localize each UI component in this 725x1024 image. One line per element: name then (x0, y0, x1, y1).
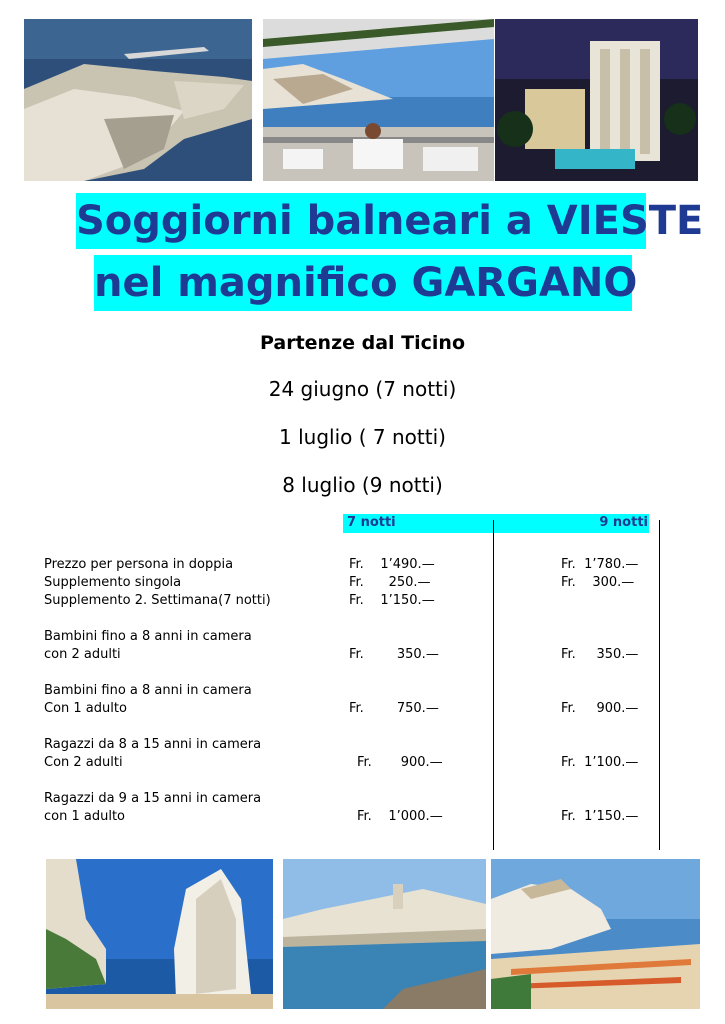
sea-stack-rock-photo (46, 859, 273, 1009)
column-divider-right (659, 520, 660, 850)
price-7: Fr. 1’000.— (357, 809, 443, 824)
row-label: Ragazzi da 8 a 15 anni in camera (44, 737, 262, 752)
row-label: Con 2 adulti (44, 755, 123, 770)
row-label: Supplemento 2. Settimana(7 notti) (44, 593, 271, 608)
price-9: Fr. 1’780.— (561, 557, 639, 572)
row-label: con 1 adulto (44, 809, 125, 824)
column-header-9-nights: 9 notti (599, 515, 648, 530)
departure-date-1: 24 giugno (7 notti) (268, 377, 457, 401)
price-9: Fr. 300.— (561, 575, 635, 590)
price-9: Fr. 1’150.— (561, 809, 639, 824)
aerial-town-photo (24, 19, 252, 181)
price-7: Fr. 1’150.— (349, 593, 435, 608)
price-7: Fr. 750.— (349, 701, 439, 716)
departure-date-2: 1 luglio ( 7 notti) (279, 425, 446, 449)
row-label: Ragazzi da 9 a 15 anni in camera (44, 791, 262, 806)
price-9: Fr. 350.— (561, 647, 639, 662)
row-label: Con 1 adulto (44, 701, 127, 716)
title-line-1: Soggiorni balneari a VIESTE (76, 193, 646, 249)
row-label: con 2 adulti (44, 647, 121, 662)
beach-cliff-photo (491, 859, 700, 1009)
departures-heading: Partenze dal Ticino (259, 332, 466, 354)
row-label: Bambini fino a 8 anni in camera (44, 629, 252, 644)
town-harbor-photo (283, 859, 486, 1009)
row-label: Prezzo per persona in doppia (44, 557, 234, 572)
row-label: Bambini fino a 8 anni in camera (44, 683, 252, 698)
title-line-2: nel magnifico GARGANO (94, 255, 632, 311)
price-7: Fr. 900.— (357, 755, 443, 770)
price-7: Fr. 1’490.— (349, 557, 435, 572)
terrace-sea-view-photo (263, 19, 494, 181)
price-7: Fr. 250.— (349, 575, 431, 590)
departure-date-3: 8 luglio (9 notti) (282, 473, 443, 497)
hotel-night-photo (495, 19, 698, 181)
column-divider (493, 520, 494, 850)
price-7: Fr. 350.— (349, 647, 439, 662)
row-label: Supplemento singola (44, 575, 182, 590)
column-header-7-nights: 7 notti (347, 515, 396, 530)
price-9: Fr. 1’100.— (561, 755, 639, 770)
price-9: Fr. 900.— (561, 701, 639, 716)
